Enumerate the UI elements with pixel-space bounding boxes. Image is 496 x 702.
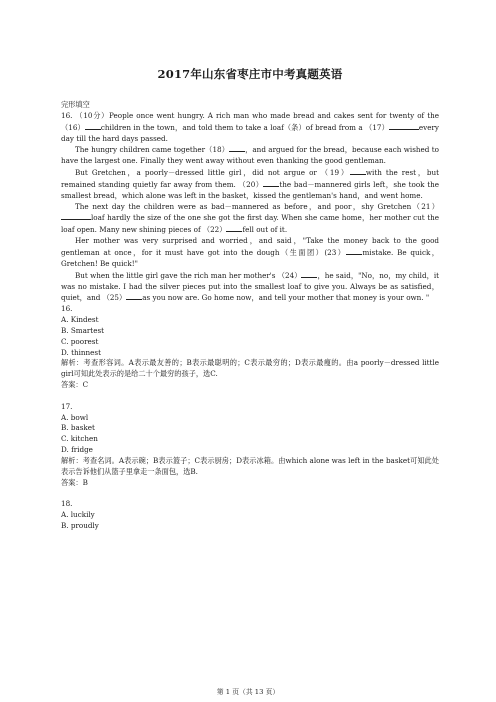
passage-paragraph-3: But Gretchen，a poorly－dressed little girl，did not argue or （19） with the rest，but remained standing quietly far away from them. （20） the bad－mannered girls left，she took the smallest bread，which alone was left in the basket，kissed the gentleman's hand，and went home. (61, 168, 439, 200)
option-d: D. fridge (61, 445, 93, 455)
blank-23 (346, 247, 362, 255)
page-footer: 第 1 页（共 13 页） (216, 688, 280, 696)
passage-paragraph-4: The next day the children were as bad－mannered as before，and poor，shy Gretchen（21）loaf hardly the size of the one she got the first day. When she came home，her mother cut the loaf open. Many new shining pieces of （22） fell out of it. (61, 201, 439, 235)
blank-20 (263, 179, 279, 187)
section-heading: 完形填空 (61, 100, 90, 109)
question-number: 16. (61, 304, 73, 314)
option-b: B. proudly (61, 521, 99, 531)
blank-24 (301, 270, 317, 278)
question-number: 18. (61, 499, 73, 509)
spacer (61, 489, 439, 500)
blank-22 (226, 224, 242, 232)
option-c: C. poorest (61, 336, 99, 346)
analysis-text: 解析：考查名词。A表示碗；B表示篮子；C表示厨房；D表示冰箱。由which alone was left in the basket可知此处表示告诉他们从篮子里拿走一条面包，选B. (61, 456, 439, 476)
option-b: B. Smartest (61, 325, 105, 335)
passage-paragraph-1: 16. （10分）People once went hungry. A rich man who made bread and cakes sent for twenty of the（16） children in the town，and told them to take a loaf（条）of bread from a （17） every day till the hard days passed. (61, 110, 439, 143)
blank-17 (389, 122, 419, 130)
option-a: A. luckily (61, 510, 95, 520)
option-c: C. kitchen (61, 434, 98, 444)
answer-text: 答案：B (61, 477, 88, 487)
blank-21 (61, 212, 91, 220)
question-number: 17. (61, 401, 73, 411)
option-a: A. bowl (61, 412, 89, 422)
document-body (61, 100, 439, 532)
option-a: A. Kindest (61, 315, 99, 325)
option-b: B. basket (61, 423, 95, 433)
answer-text: 答案：C (61, 380, 89, 390)
passage-paragraph-6: But when the little girl gave the rich man her mother's （24） ，he said，"No，no，my child，it was no mistake. I had the silver pieces put into the smallest loaf to give you. Always be as satisfied，quiet，and （25） as you now are. Go home now，and tell your mother that money is your own. " (61, 270, 440, 303)
passage-paragraph-2: The hungry children came together（18） ，and argued for the bread，because each wished to have the largest one. Finally they went away without even thanking the good gentleman. (61, 145, 439, 166)
passage-paragraph-5: Her mother was very surprised and worried，and said，"Take the money back to the good gentleman at once，for it must have got into the dough（生面团）(23） mistake. Be quick，Gretchen! Be quick!" (61, 236, 439, 268)
spacer (61, 391, 439, 402)
page-title: 2017年山东省枣庄市中考真题英语 (157, 67, 343, 81)
option-d: D. thinnest (61, 347, 101, 357)
analysis-text: 解析：考查形容词。A表示最友善的；B表示最聪明的；C表示最穷的；D表示最瘦的。由a poorly－dressed little girl可知此处表示的是给二十个最穷的孩子，选C. (61, 358, 439, 379)
blank-16 (85, 122, 101, 130)
blank-18 (229, 144, 245, 152)
blank-25 (126, 292, 142, 300)
blank-19 (350, 167, 366, 175)
